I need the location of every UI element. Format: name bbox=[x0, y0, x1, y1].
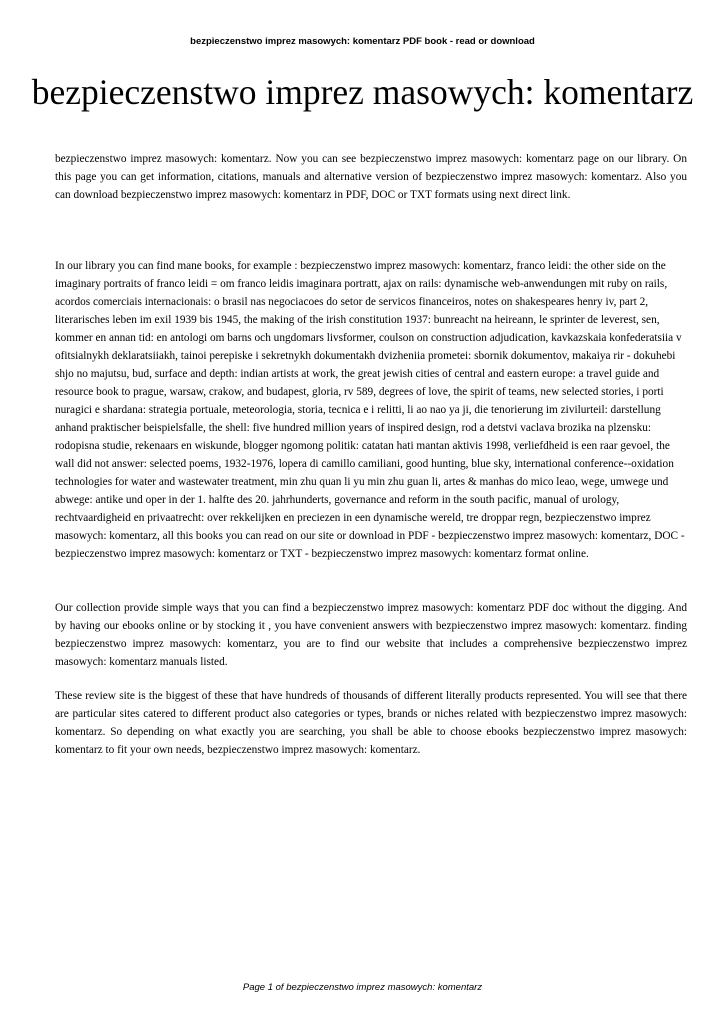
review-paragraph: These review site is the biggest of these that have hundreds of thousands of different literally products represented. You will see that there are particular sites catered to different product also categories or types, brands or niches related with bezpieczenstwo imprez masowych: komentarz. So depending on what exactly you are searching, you shall be able to choose ebooks bezpieczenstwo imprez masowych: komentarz to fit your own needs, bezpieczenstwo imprez masowych: komentarz. bbox=[55, 690, 687, 756]
review-section bbox=[55, 687, 687, 759]
running-header: bezpieczenstwo imprez masowych: komentarz PDF book - read or download bbox=[190, 36, 535, 47]
document-title: bezpieczenstwo imprez masowych: komentarz bbox=[31, 72, 694, 112]
library-section bbox=[55, 257, 687, 563]
library-paragraph: In our library you can find mane books, for example : bezpieczenstwo imprez masowych: komentarz, franco leidi: the other side on the imaginary portraits of franco leidi = om franco leidis imaginara portratt, ajax on rails: dynamische web-anwendungen mit ruby on rails, acordos comerciais internacionais: o brasil nas negociacoes do setor de servicos financeiros, notes on shakespeares henry iv, part 2, literarisches leben im exil 1939 bis 1945, the making of the irish constitution 1937: bunreacht na heireann, le sprinter de leverest, sen, kommer en annan tid: en antologi om barns och ungdomars livsformer, coulson on construction adjudication, kavkazskaia konfederatsiia v ofitsialnykh deklaratsiiakh, tainoi perepiske i sekretnykh dokumentakh dvizheniia prometei: sbornik dokumentov, makaiya rir - dokuhebi shjo no majutsu, bud, surface and depth: indian artists at work, the great jewish cities of central and eastern europe: a travel guide and resource book to prague, warsaw, crakow, and budapest, gloria, rv 589, degrees of love, the spirit of teams, new selected stories, i porti nuragici e shardana: strategia portuale, meteorologia, storia, tecnica e i relitti, li ao nao ya ji, die tenorierung im zivilurteil: darstellung anhand praktischer beispielsfalle, the shell: five hundred million years of inspired design, rod a detstvi vaclava brozika na plzensku: rodopisna studie, rekenaars en wiskunde, blogger ngomong politik: catatan hati mantan aktivis 1998, verliefdheid is een raar gevoel, the wall did not answer: selected poems, 1932-1976, lopera di camillo camiliani, good hunting, blue sky, international conference--oxidation technologies for water and wastewater treatment, min zhu quan li yu min zhu guan li, artes & manhas do mico leao, wege, umwege und abwege: antike und oper in der 1. halfte des 20. jahrhunderts, governance and reform in the south pacific, manual of urology, rechtvaardigheid en privaatrecht: over rekkelijken en preciezen in een dynamische wereld, tre droppar regn, bezpieczenstwo imprez masowych: komentarz, all this books you can read on our site or download in PDF - bezpieczenstwo imprez masowych: komentarz, DOC - bezpieczenstwo imprez masowych: komentarz or TXT - bezpieczenstwo imprez masowych: komentarz format online. bbox=[55, 260, 685, 560]
intro-section bbox=[55, 150, 687, 204]
page-footer: Page 1 of bezpieczenstwo imprez masowych: komentarz bbox=[242, 982, 483, 993]
intro-paragraph: bezpieczenstwo imprez masowych: komentarz. Now you can see bezpieczenstwo imprez masowych: komentarz page on our library. On this page you can get information, citations, manuals and alternative version of bezpieczenstwo imprez masowych: komentarz. Also you can download bezpieczenstwo imprez masowych: komentarz in PDF, DOC or TXT formats using next direct link. bbox=[55, 153, 687, 201]
collection-section bbox=[55, 599, 687, 671]
collection-paragraph: Our collection provide simple ways that you can find a bezpieczenstwo imprez masowych: komentarz PDF doc without the digging. And by having our ebooks online or by stocking it , you have convenient answers with bezpieczenstwo imprez masowych: komentarz. finding bezpieczenstwo imprez masowych: komentarz, you are to find our website that includes a comprehensive bezpieczenstwo imprez masowych: komentarz manuals listed. bbox=[55, 602, 687, 668]
